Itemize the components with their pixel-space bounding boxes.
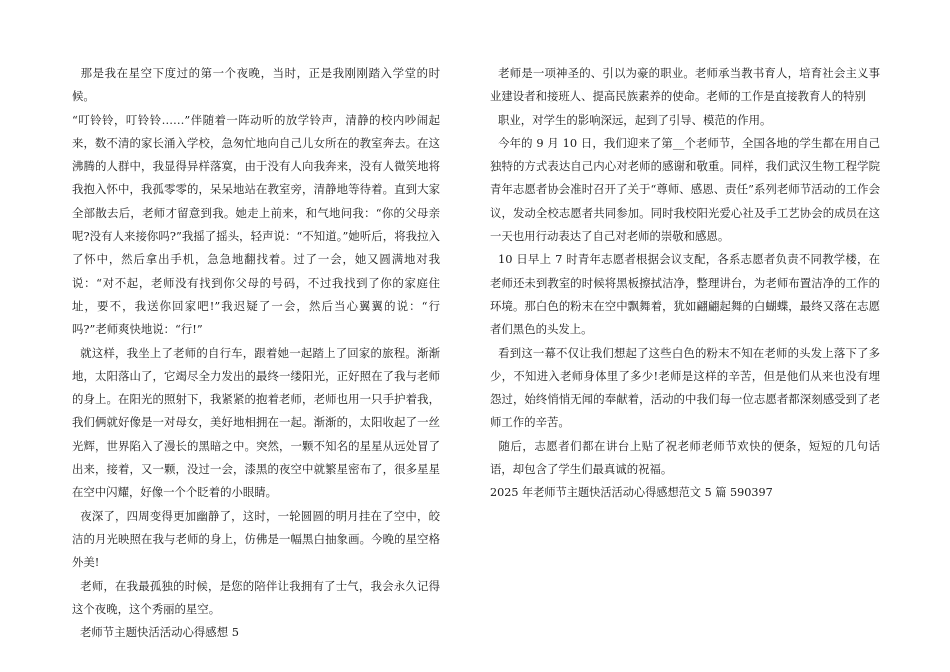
article-title-line: 2025 年老师节主题快活活动心得感想范文 5 篇 590397 — [490, 486, 773, 500]
paragraph — [490, 342, 880, 435]
paragraph-text: 随后，志愿者们都在讲台上贴了祝老师老师节欢快的便条，短短的几句话语，却包含了学生们最真诚的祝福。 — [490, 438, 880, 477]
paragraph-text: 10 日早上 7 时青年志愿者根据会议支配，各系志愿者负责不同教学楼，在老师还未到教室的时候将黑板擦拭洁净，整理讲台，为老师布置洁净的工作的环境。那白色的粉末在空中飘舞着，犹如翩翩起舞的白蝴蝶，最终又落在志愿者们黑色的头发上。 — [490, 252, 880, 337]
paragraph-text: 看到这一幕不仅让我们想起了这些白色的粉末不知在老师的头发上落下了多少，不知进入老师身体里了多少!老师是这样的辛苦，但是他们从来也没有埋怨过，始终悄悄无闻的奉献着，活动的中我们每一位志愿者都深刻感受到了老师工作的辛苦。 — [490, 345, 880, 430]
paragraph-text: 就这样，我坐上了老师的自行车，跟着她一起踏上了回家的旅程。渐渐地，太阳落山了，它竭尽全力发出的最终一缕阳光，正好照在了我与老师的身上。在阳光的照射下，我紧紧的抱着老师，老师也用一只手护着我，我们俩就好像是一对母女，美好地相拥在一起。渐渐的，太阳收起了一丝光辉，世界陷入了漫长的黑暗之中。突然，一颗不知名的星星从远处冒了出来，接着，又一颗，没过一会，漆黑的夜空中就繁星密布了，很多星星在空中闪耀，好像一个个眨着的小眼睛。 — [72, 345, 440, 500]
paragraph-text: 老师，在我最孤独的时候，是您的陪伴让我拥有了士气，我会永久记得这个夜晚，这个秀丽的星空。 — [72, 578, 440, 616]
paragraph — [490, 248, 880, 341]
left-column — [72, 62, 440, 644]
paragraph — [490, 62, 880, 109]
paragraph — [72, 505, 440, 575]
paragraph — [72, 62, 440, 109]
paragraph-text: 职业，对学生的影响深远，起到了引导、模范的作用。 — [498, 112, 772, 127]
paragraph — [72, 342, 440, 505]
section-heading-text: 老师节主题快活活动心得感想 5 — [80, 625, 239, 640]
paragraph-text: 夜深了，四周变得更加幽静了，这时，一轮圆圆的明月挂在了空中，皎洁的月光映照在我与老师的身上，仿佛是一幅黑白抽象画。今晚的星空格外美! — [72, 508, 440, 570]
right-column — [490, 62, 880, 505]
paragraph — [490, 132, 880, 248]
paragraph-text: “叮铃铃，叮铃铃……”伴随着一阵动听的放学铃声，清静的校内吵闹起来，数不清的家长涌入学校，急匆忙地向自己儿女所在的教室奔去。在这沸腾的人群中，我显得异样落寞，由于没有人向我奔来，没有人微笑地将我抱入怀中，我孤零零的，呆呆地站在教室旁，清静地等待着。直到大家全部散去后，老师才留意到我。她走上前来，和气地问我：“你的父母亲呢?没有人来接你吗?”我摇了摇头，轻声说：“不知道。”她听后，将我拉入了怀中，然后拿出手机，急急地翻找着。过了一会，她又圆满地对我说：“对不起，老师没有找到你父母的号码，不过我找到了你的家庭住址，要不，我送你回家吧!”我迟疑了一会，然后当心翼翼的说：“行吗?”老师爽快地说：“行!” — [72, 112, 440, 337]
paragraph-text: 老师是一项神圣的、引以为豪的职业。老师承当教书育人，培育社会主义事业建设者和接班人、提高民族素养的使命。老师的工作是直接教育人的特别 — [490, 66, 880, 104]
paragraph — [490, 435, 880, 482]
paragraph — [490, 109, 880, 132]
paragraph-text: 那是我在星空下度过的第一个夜晚，当时，正是我刚刚踏入学堂的时候。 — [72, 66, 440, 104]
paragraph — [72, 109, 440, 342]
paragraph — [72, 575, 440, 622]
section-heading — [72, 621, 440, 644]
paragraph-text: 今年的 9 月 10 日，我们迎来了第__个老师节，全国各地的学生都在用自己独特的方式表达自己内心对老师的感谢和敬重。同样，我们武汉生物工程学院青年志愿者协会准时召开了关于“尊师、感恩、责任”系列老师节活动的工作会议，发动全校志愿者共同参加。同时我校阳光爱心社及手工艺协会的成员在这一天也用行动表达了自己对老师的崇敬和感恩。 — [490, 135, 880, 244]
